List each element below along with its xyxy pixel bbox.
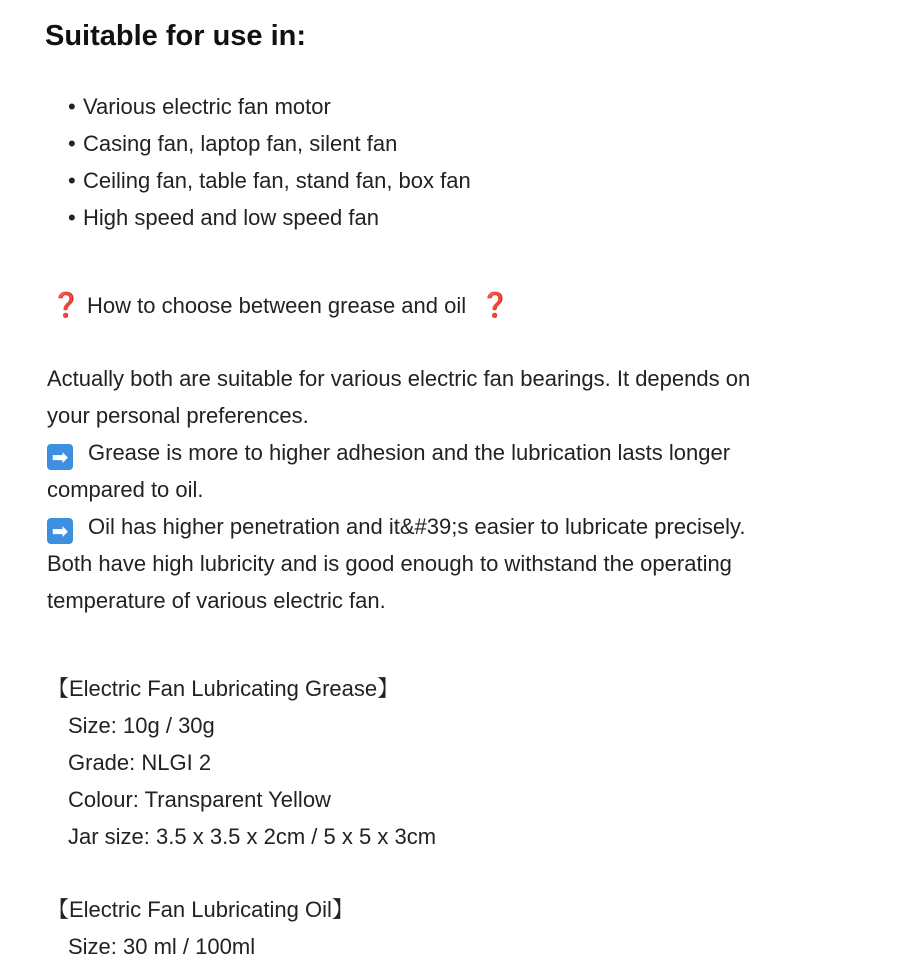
- oil-size: Size: 30 ml / 100ml: [68, 934, 256, 959]
- page-title: Suitable for use in:: [45, 20, 307, 52]
- list-item: [68, 88, 471, 125]
- right-arrow-icon: ➡: [47, 518, 73, 544]
- explanation-paragraph: [47, 360, 867, 619]
- list-item: [68, 162, 471, 199]
- grease-jar-size: Jar size: 3.5 x 3.5 x 2cm / 5 x 5 x 3cm: [68, 824, 437, 849]
- oil-heading: 【Electric Fan Lubricating Oil】: [47, 897, 354, 922]
- bullet: •: [68, 168, 76, 193]
- oil-specs: [47, 891, 354, 965]
- grease-size: Size: 10g / 30g: [68, 713, 215, 738]
- paragraph-line: compared to oil.: [47, 477, 204, 502]
- list-item-text: Casing fan, laptop fan, silent fan: [83, 131, 398, 156]
- question-heading: [51, 287, 511, 324]
- bullet: •: [68, 94, 76, 119]
- question-mark-icon: ❓: [51, 292, 81, 319]
- list-item-text: Ceiling fan, table fan, stand fan, box fan: [83, 168, 471, 193]
- list-item: [68, 125, 471, 162]
- grease-note-text: Grease is more to higher adhesion and the lubrication lasts longer: [88, 440, 731, 465]
- list-item: [68, 199, 471, 236]
- question-text: How to choose between grease and oil: [87, 293, 467, 318]
- grease-specs: [47, 670, 436, 855]
- paragraph-line: your personal preferences.: [47, 403, 309, 428]
- paragraph-line: Actually both are suitable for various electric fan bearings. It depends on: [47, 366, 751, 391]
- question-mark-icon: ❓: [480, 292, 511, 319]
- list-item-text: Various electric fan motor: [83, 94, 331, 119]
- list-item-text: High speed and low speed fan: [83, 205, 379, 230]
- grease-colour: Colour: Transparent Yellow: [68, 787, 331, 812]
- use-list: [68, 88, 471, 236]
- oil-note: [47, 508, 867, 545]
- grease-heading: 【Electric Fan Lubricating Grease】: [47, 676, 400, 701]
- oil-note-text: Oil has higher penetration and it&#39;s easier to lubricate precisely.: [88, 514, 746, 539]
- bullet: •: [68, 131, 76, 156]
- right-arrow-icon: ➡: [47, 444, 73, 470]
- grease-grade: Grade: NLGI 2: [68, 750, 212, 775]
- bullet: •: [68, 205, 76, 230]
- paragraph-line: temperature of various electric fan.: [47, 588, 386, 613]
- grease-note: [47, 434, 867, 471]
- paragraph-line: Both have high lubricity and is good enough to withstand the operating: [47, 551, 732, 576]
